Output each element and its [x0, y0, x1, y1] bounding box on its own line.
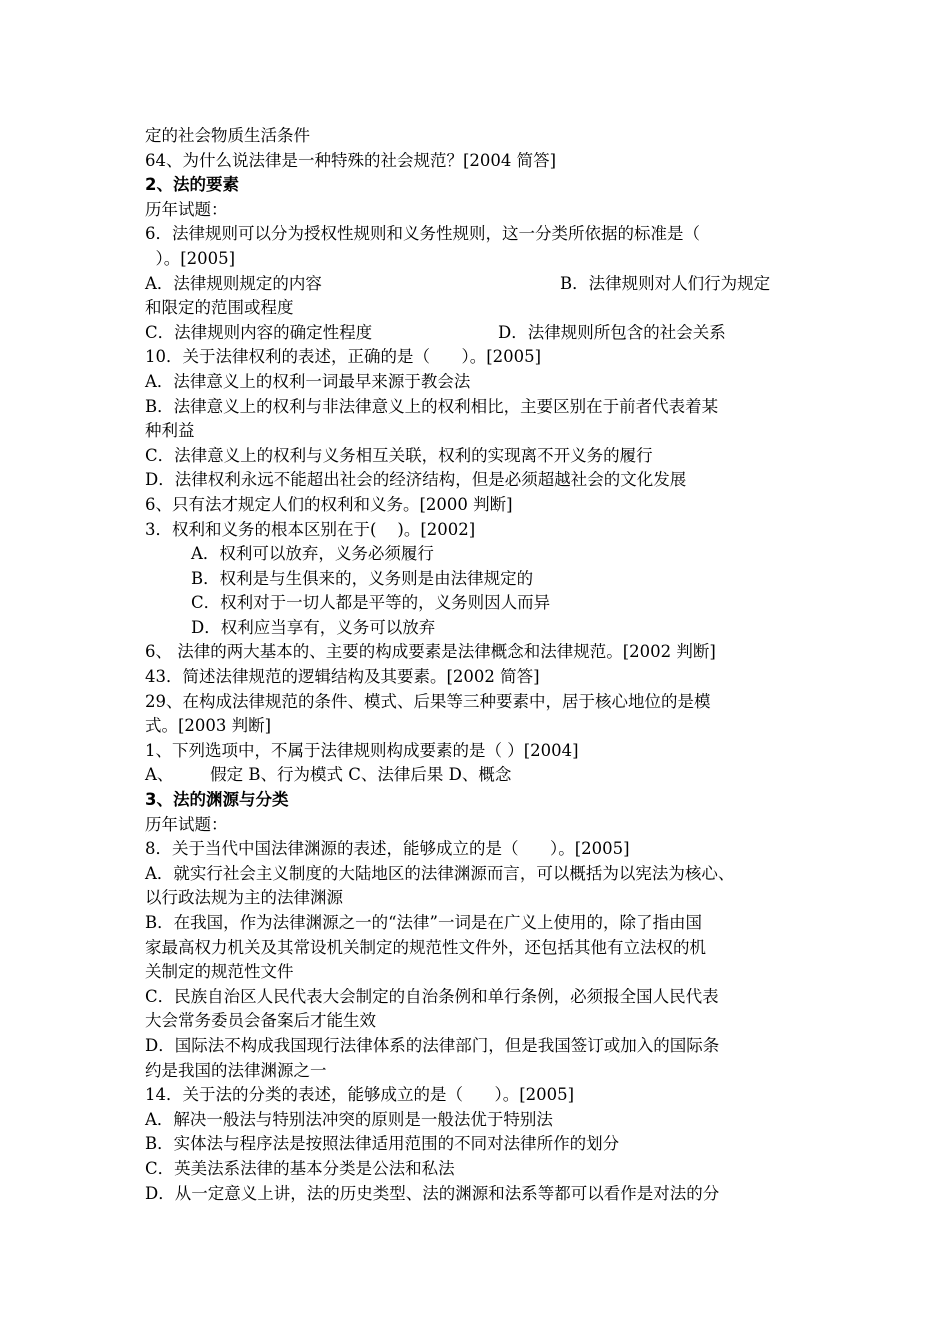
- option-d: D．国际法不构成我国现行法律体系的法律部门，但是我国签订或加入的国际条: [145, 1035, 720, 1055]
- option-d: D．法律规则所包含的社会关系: [498, 322, 726, 342]
- question-29: 29、在构成法律规范的条件、模式、后果等三种要素中，居于核心地位的是模: [145, 691, 711, 711]
- question-6: 6．法律规则可以分为授权性规则和义务性规则，这一分类所依据的标准是（: [145, 224, 700, 244]
- section-heading-elements: 2、法的要素: [145, 175, 239, 195]
- text-line: 式。[2003 判断]: [145, 716, 272, 736]
- text-line: ）。[2005]: [145, 248, 236, 268]
- question-3: 3．权利和义务的根本区别在于( )。[2002]: [145, 519, 476, 539]
- option-c: C．法律意义上的权利与义务相互关联，权利的实现离不开义务的履行: [145, 445, 653, 465]
- option-a: A．法律规则规定的内容: [145, 273, 322, 293]
- text-line: 和限定的范围或程度: [145, 298, 294, 318]
- text-line: 约是我国的法律渊源之一: [145, 1060, 327, 1080]
- text-line: 大会常务委员会备案后才能生效: [145, 1011, 376, 1031]
- section-heading-sources: 3、法的渊源与分类: [145, 790, 289, 810]
- option-a: A．法律意义上的权利一词最早来源于教会法: [145, 371, 471, 391]
- question-6-judgement: 6、只有法才规定人们的权利和义务。[2000 判断]: [145, 494, 513, 514]
- question-14: 14．关于法的分类的表述，能够成立的是（ ）。[2005]: [145, 1085, 575, 1105]
- text-line: 家最高权力机关及其常设机关制定的规范性文件外，还包括其他有立法权的机: [145, 937, 706, 957]
- question-10: 10．关于法律权利的表述，正确的是（ ）。[2005]: [145, 347, 542, 367]
- document-page: [145, 124, 835, 1206]
- option-a: A．权利可以放弃，义务必须履行: [191, 544, 434, 564]
- question-1-options: A、 假定 B、行为模式 C、法律后果 D、概念: [145, 765, 512, 785]
- question-64: 64、为什么说法律是一种特殊的社会规范？[2004 简答]: [145, 150, 557, 170]
- option-b: B．实体法与程序法是按照法律适用范围的不同对法律所作的划分: [145, 1134, 620, 1154]
- question-1: 1、下列选项中，不属于法律规则构成要素的是（ ）[2004]: [145, 740, 579, 760]
- option-b: B．权利是与生俱来的，义务则是由法律规定的: [191, 568, 534, 588]
- past-exams-label: 历年试题：: [145, 199, 228, 219]
- question-6-options-cd: [145, 321, 835, 346]
- text-line: 种利益: [145, 421, 195, 441]
- option-c: C．英美法系法律的基本分类是公法和私法: [145, 1158, 455, 1178]
- past-exams-label: 历年试题：: [145, 814, 228, 834]
- option-c: C．民族自治区人民代表大会制定的自治条例和单行条例，必须报全国人民代表: [145, 986, 719, 1006]
- option-a: A．解决一般法与特别法冲突的原则是一般法优于特别法: [145, 1109, 553, 1129]
- option-d: D．权利应当享有，义务可以放弃: [191, 617, 436, 637]
- question-43: 43．简述法律规范的逻辑结构及其要素。[2002 简答]: [145, 667, 540, 687]
- option-b: B．法律意义上的权利与非法律意义上的权利相比，主要区别在于前者代表着某: [145, 396, 719, 416]
- text-line: 以行政法规为主的法律渊源: [145, 888, 343, 908]
- question-6-2002: 6、 法律的两大基本的、主要的构成要素是法律概念和法律规范。[2002 判断]: [145, 642, 716, 662]
- option-c: C．法律规则内容的确定性程度: [145, 322, 373, 342]
- question-8: 8．关于当代中国法律渊源的表述，能够成立的是（ ）。[2005]: [145, 839, 630, 859]
- text-line: 定的社会物质生活条件: [145, 126, 310, 145]
- text-line: 关制定的规范性文件: [145, 962, 294, 982]
- option-d: D．法律权利永远不能超出社会的经济结构，但是必须超越社会的文化发展: [145, 470, 687, 490]
- option-b: B．在我国，作为法律渊源之一的“法律”一词是在广义上使用的，除了指由国: [145, 913, 702, 932]
- option-a: A．就实行社会主义制度的大陆地区的法律渊源而言，可以概括为以宪法为核心、: [145, 863, 735, 883]
- option-c: C．权利对于一切人都是平等的，义务则因人而异: [191, 593, 551, 613]
- option-b: B．法律规则对人们行为规定: [560, 273, 771, 293]
- question-6-options-ab: [145, 272, 835, 297]
- option-d: D．从一定意义上讲，法的历史类型、法的渊源和法系等都可以看作是对法的分: [145, 1183, 720, 1203]
